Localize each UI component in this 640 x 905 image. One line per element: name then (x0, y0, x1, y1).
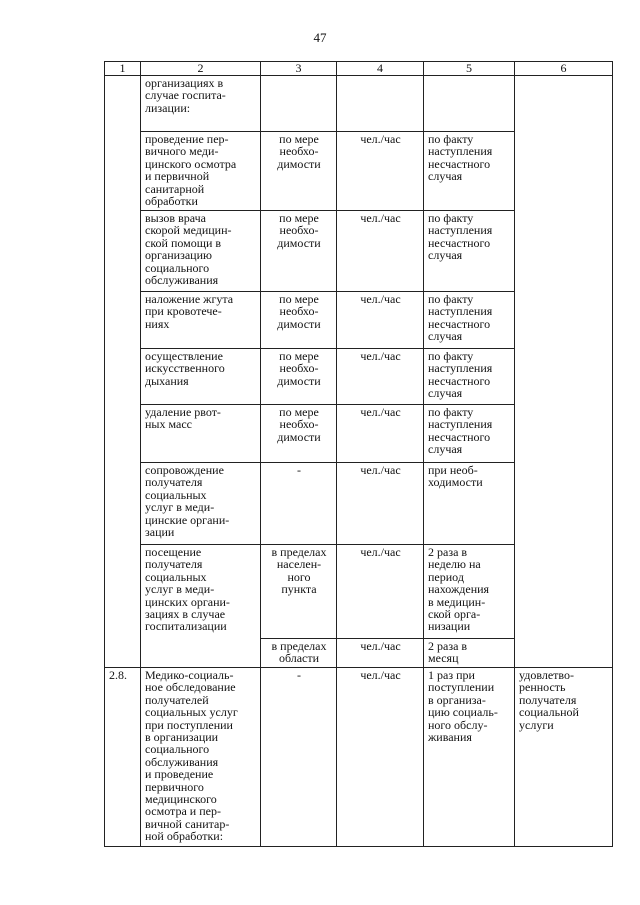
periodicity-cell: по факту наступления несчастного случая (424, 132, 515, 211)
frequency-cell: по мере необхо- димости (261, 405, 337, 463)
unit-cell: чел./час (337, 132, 424, 211)
table-row (105, 76, 613, 132)
service-cell: удаление рвот- ных масс (141, 405, 261, 463)
frequency-cell: по мере необхо- димости (261, 292, 337, 349)
services-table (104, 61, 613, 847)
service-cell: осуществление искусственного дыхания (141, 349, 261, 405)
service-cell: сопровождение получателя социальных услуг в меди- цинские органи- зации (141, 463, 261, 545)
service-cell: посещение получателя социальных услуг в меди- цинских органи- зациях в случае госпитализации (141, 545, 261, 668)
unit-cell: чел./час (337, 545, 424, 639)
unit-cell: чел./час (337, 405, 424, 463)
unit-cell: чел./час (337, 463, 424, 545)
unit-cell: чел./час (337, 639, 424, 668)
frequency-cell: по мере необхо- димости (261, 132, 337, 211)
header-cell: 3 (261, 62, 337, 76)
header-cell: 2 (141, 62, 261, 76)
periodicity-cell: 1 раз при поступлении в организа- цию социаль- ного обслу- живания (424, 668, 515, 847)
periodicity-cell: по факту наступления несчастного случая (424, 405, 515, 463)
quality-cell (515, 76, 613, 668)
frequency-cell: в пределах области (261, 639, 337, 668)
periodicity-cell: по факту наступления несчастного случая (424, 292, 515, 349)
service-cell: проведение пер- вичного меди- цинского осмотра и первичной санитарной обработки (141, 132, 261, 211)
table-row (105, 668, 613, 847)
page-number: 47 (313, 30, 327, 45)
periodicity-cell (424, 76, 515, 132)
service-cell: организациях в случае госпита- лизации: (141, 76, 261, 132)
service-cell: Медико-социаль- ное обследование получателей социальных услуг при поступлении в организации социального обслуживания и проведение первичного медицинского осмотра и пер- вичной санитар- ной обработки: (141, 668, 261, 847)
number-cell: 2.8. (105, 668, 141, 847)
header-cell: 6 (515, 62, 613, 76)
frequency-cell: по мере необхо- димости (261, 349, 337, 405)
frequency-cell: в пределах населен- ного пункта (261, 545, 337, 639)
frequency-cell (261, 76, 337, 132)
periodicity-cell: 2 раза в месяц (424, 639, 515, 668)
service-cell: наложение жгута при кровотече- ниях (141, 292, 261, 349)
periodicity-cell: 2 раза в неделю на период нахождения в медицин- ской орга- низации (424, 545, 515, 639)
frequency-cell: - (261, 463, 337, 545)
header-cell: 4 (337, 62, 424, 76)
service-cell: вызов врача скорой медицин- ской помощи в организацию социального обслуживания (141, 211, 261, 292)
number-cell (105, 76, 141, 668)
unit-cell: чел./час (337, 668, 424, 847)
frequency-cell: по мере необхо- димости (261, 211, 337, 292)
header-cell: 5 (424, 62, 515, 76)
unit-cell: чел./час (337, 349, 424, 405)
unit-cell: чел./час (337, 211, 424, 292)
periodicity-cell: по факту наступления несчастного случая (424, 349, 515, 405)
unit-cell (337, 76, 424, 132)
header-cell: 1 (105, 62, 141, 76)
table-header-row (105, 62, 613, 76)
periodicity-cell: по факту наступления несчастного случая (424, 211, 515, 292)
frequency-cell: - (261, 668, 337, 847)
quality-cell: удовлетво- ренность получателя социальной услуги (515, 668, 613, 847)
unit-cell: чел./час (337, 292, 424, 349)
periodicity-cell: при необ- ходимости (424, 463, 515, 545)
